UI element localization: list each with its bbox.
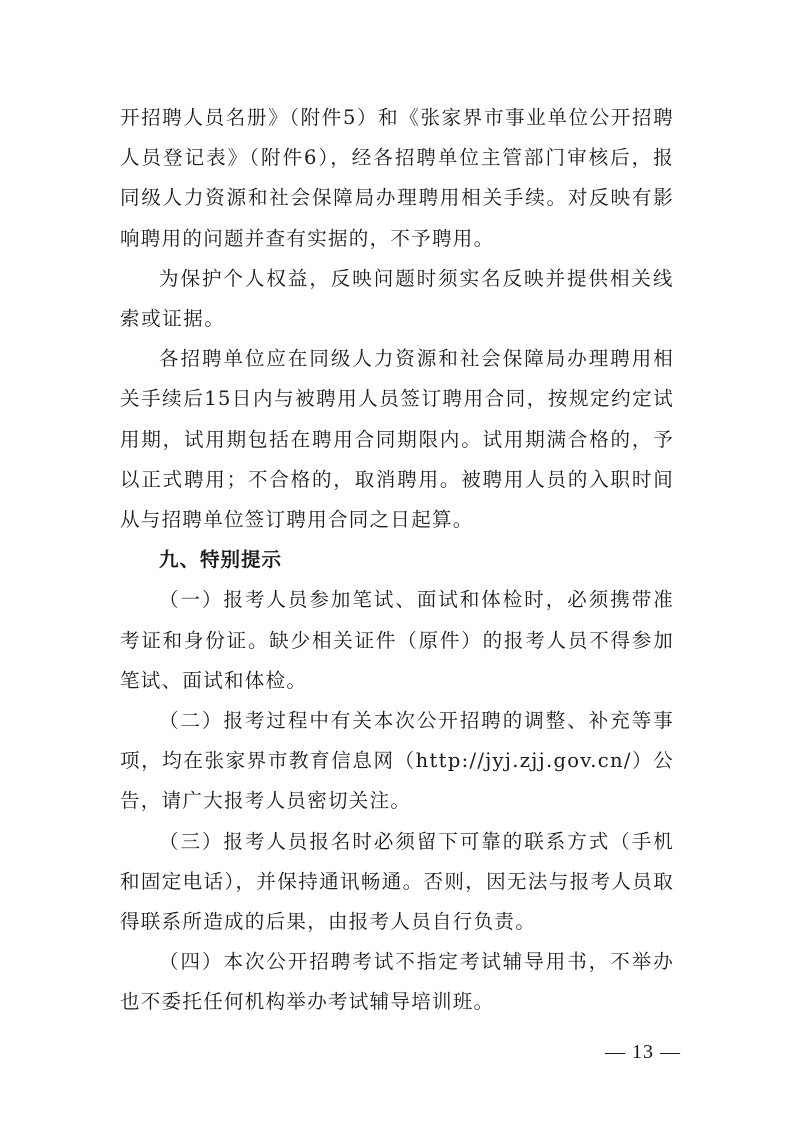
section-heading-special-notice: 九、特别提示 [159,548,283,572]
notice-contact-info: （三）报考人员报名时必须留下可靠的联系方式（手机和固定电话），并保持通讯畅通。否则，因无法与报考人员取得联系所造成的后果，由报考人员自行负责。 [120,829,674,934]
paragraph-employment-contract: 各招聘单位应在同级人力资源和社会保障局办理聘用相关手续后15日内与被聘用人员签订聘用合同，按规定约定试用期，试用期包括在聘用合同期限内。试用期满合格的，予以正式聘用；不合格的，取消聘用。被聘用人员的入职时间从与招聘单位签订聘用合同之日起算。 [120,347,674,532]
notice-announcements: （二）报考过程中有关本次公开招聘的调整、补充等事项，均在张家界市教育信息网（http://jyj.zjj.gov.cn/）公告，请广大报考人员密切关注。 [120,709,674,813]
notice-admission-id: （一）报考人员参加笔试、面试和体检时，必须携带准考证和身份证。缺少相关证件（原件）的报考人员不得参加笔试、面试和体检。 [120,588,674,692]
paragraph-real-name-report: 为保护个人权益，反映问题时须实名反映并提供相关线索或证据。 [120,266,674,331]
document-body [120,98,674,1023]
notice-no-tutoring: （四）本次公开招聘考试不指定考试辅导用书，不举办也不委托任何机构举办考试辅导培训班。 [120,950,674,1014]
page-number: — 13 — [605,1041,681,1063]
paragraph-appointment-procedure: 开招聘人员名册》（附件5）和《张家界市事业单位公开招聘人员登记表》（附件6），经各招聘单位主管部门审核后，报同级人力资源和社会保障局办理聘用相关手续。对反映有影响聘用的问题并查有实据的，不予聘用。 [120,106,674,250]
